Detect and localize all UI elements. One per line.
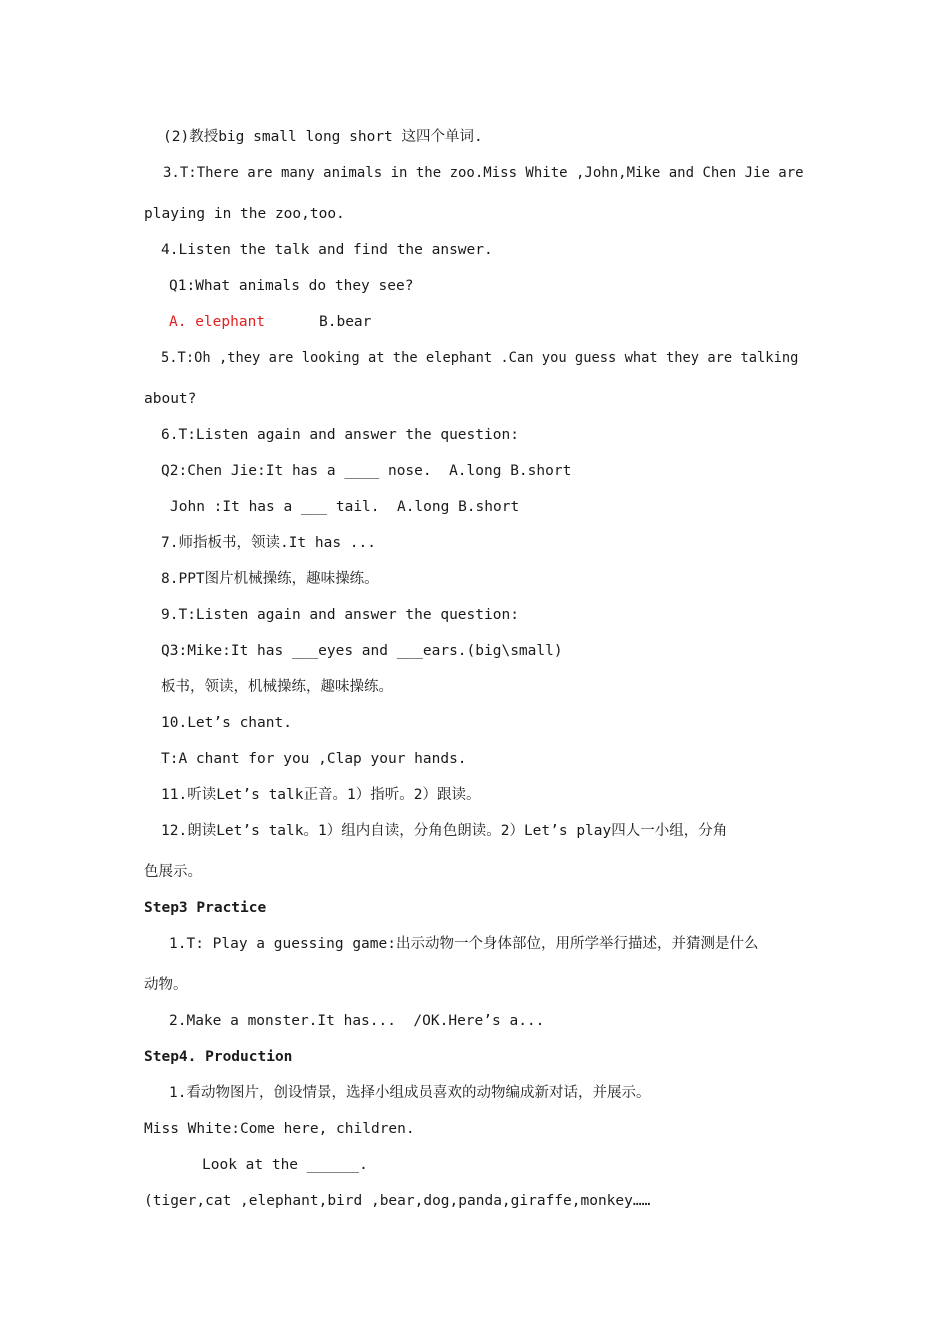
text-line: about? — [144, 391, 197, 407]
text-line: 3.T:There are many animals in the zoo.Miss White ,John,Mike and Chen Jie are — [163, 165, 804, 181]
text-line: 11.听读Let’s talk正音。1）指听。2）跟读。 — [161, 787, 481, 803]
text-line: 10.Let’s chant. — [161, 715, 292, 731]
section-heading-step4: Step4. Production — [144, 1049, 293, 1065]
text-line: (tiger,cat ,elephant,bird ,bear,dog,panda,giraffe,monkey…… — [144, 1193, 651, 1209]
text-line: 7.师指板书，领读.It has ... — [161, 535, 376, 551]
text-line: 动物。 — [144, 977, 188, 993]
text-line: 1.看动物图片，创设情景，选择小组成员喜欢的动物编成新对话，并展示。 — [169, 1085, 651, 1101]
text-line: T:A chant for you ,Clap your hands. — [161, 751, 467, 767]
question-line: Q3:Mike:It has ___eyes and ___ears.(big\small) — [161, 643, 563, 659]
text-line: playing in the zoo,too. — [144, 206, 345, 222]
question-line: Q2:Chen Jie:It has a ____ nose. A.long B.short — [161, 463, 572, 479]
text-line: 6.T:Listen again and answer the question: — [161, 427, 519, 443]
text-line: (2)教授big small long short 这四个单词. — [163, 129, 483, 145]
text-line: 12.朗读Let’s talk。1）组内自读，分角色朗读。2）Let’s play四人一小组，分角 — [161, 823, 728, 839]
text-line: 5.T:Oh ,they are looking at the elephant .Can you guess what they are talking — [161, 350, 799, 366]
answer-option-a: A. elephant — [169, 314, 266, 330]
text-line: 4.Listen the talk and find the answer. — [161, 242, 493, 258]
text-line: 色展示。 — [144, 864, 202, 880]
text-line: 2.Make a monster.It has... /OK.Here’s a... — [169, 1013, 545, 1029]
dialogue-line: Miss White:Come here, children. — [144, 1121, 415, 1137]
text-line: 板书，领读，机械操练，趣味操练。 — [161, 679, 393, 695]
question-line: John :It has a ___ tail. A.long B.short — [170, 499, 520, 515]
question-line: Q1:What animals do they see? — [169, 278, 414, 294]
dialogue-line: Look at the ______. — [202, 1157, 368, 1173]
answer-option-b: B.bear — [319, 314, 372, 330]
text-line: 8.PPT图片机械操练，趣味操练。 — [161, 571, 379, 587]
section-heading-step3: Step3 Practice — [144, 900, 267, 916]
text-line: 9.T:Listen again and answer the question: — [161, 607, 519, 623]
text-line: 1.T: Play a guessing game:出示动物一个身体部位，用所学举行描述，并猜测是什么 — [169, 936, 759, 952]
